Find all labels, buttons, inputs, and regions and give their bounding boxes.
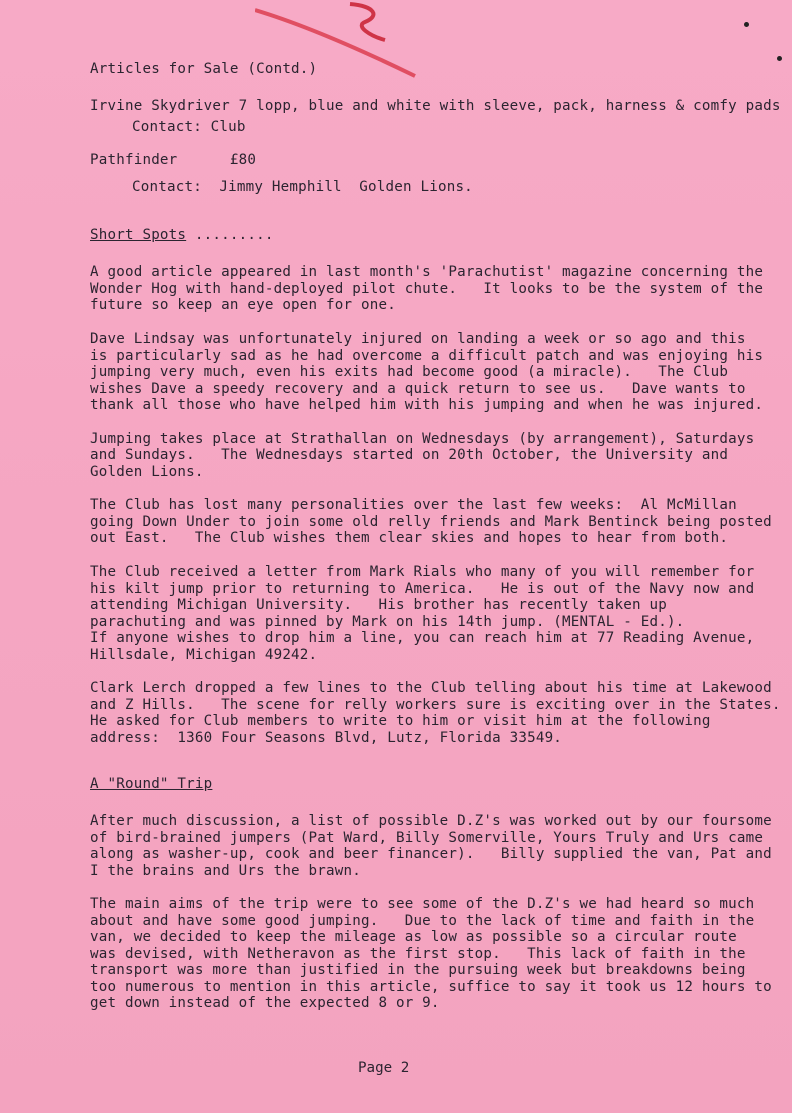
text-line: his kilt jump prior to returning to America. He is out of the Navy now and [90,581,755,597]
text-line: He asked for Club members to write to him or visit him at the following [90,713,711,729]
text-line: is particularly sad as he had overcome a difficult patch and was enjoying his [90,348,764,364]
text-line: transport was more than justified in the pursuing week but breakdowns being [90,962,746,978]
text-line: was devised, with Netheravon as the first stop. This lack of faith in the [90,946,746,962]
text-line: Contact: Jimmy Hemphill Golden Lions. [132,179,473,195]
section-heading-articles: Articles for Sale (Contd.) [90,61,318,77]
text-line: The Club received a letter from Mark Rials who many of you will remember for [90,564,755,580]
text-line: Golden Lions. [90,464,204,480]
text-line: Pathfinder £80 [90,152,257,168]
text-line: Irvine Skydriver 7 lopp, blue and white with sleeve, pack, harness & comfy pads [90,98,781,114]
text-line: Clark Lerch dropped a few lines to the Club telling about his time at Lakewood [90,680,772,696]
heading-underlined: Short Spots [90,227,187,243]
text-line: get down instead of the expected 8 or 9. [90,995,440,1011]
text-line: about and have some good jumping. Due to the lack of time and faith in the [90,913,755,929]
section-heading-round-trip: A "Round" Trip [90,776,213,792]
heading-dots: ......... [186,227,274,243]
text-line: address: 1360 Four Seasons Blvd, Lutz, Florida 33549. [90,730,563,746]
text-line: and Sundays. The Wednesdays started on 20th October, the University and [90,447,729,463]
text-line: jumping very much, even his exits had become good (a miracle). The Club [90,364,729,380]
text-line: attending Michigan University. His brother has recently taken up [90,597,667,613]
text-line: wishes Dave a speedy recovery and a quick return to see us. Dave wants to [90,381,746,397]
text-line: of bird-brained jumpers (Pat Ward, Billy Somerville, Yours Truly and Urs came [90,830,764,846]
text-line: The main aims of the trip were to see some of the D.Z's we had heard so much [90,896,755,912]
text-line: out East. The Club wishes them clear skies and hopes to hear from both. [90,530,729,546]
text-line: parachuting and was pinned by Mark on his 14th jump. (MENTAL - Ed.). [90,614,685,630]
ink-dot [744,22,749,27]
ink-dot [777,56,782,61]
text-line: Hillsdale, Michigan 49242. [90,647,318,663]
text-line: too numerous to mention in this article, suffice to say it took us 12 hours to [90,979,772,995]
section-heading-short-spots [90,227,274,243]
text-line: After much discussion, a list of possible D.Z's was worked out by our foursome [90,813,772,829]
text-line: Dave Lindsay was unfortunately injured on landing a week or so ago and this [90,331,746,347]
text-line: and Z Hills. The scene for relly workers sure is exciting over in the States. [90,697,781,713]
text-line: I the brains and Urs the brawn. [90,863,361,879]
text-line: going Down Under to join some old relly friends and Mark Bentinck being posted [90,514,772,530]
text-line: A good article appeared in last month's 'Parachutist' magazine concerning the [90,264,764,280]
text-line: along as washer-up, cook and beer financer). Billy supplied the van, Pat and [90,846,772,862]
text-line: Wonder Hog with hand-deployed pilot chute. It looks to be the system of the [90,281,764,297]
text-line: If anyone wishes to drop him a line, you can reach him at 77 Reading Avenue, [90,630,755,646]
text-line: future so keep an eye open for one. [90,297,396,313]
page-number: Page 2 [358,1060,410,1076]
text-line: Jumping takes place at Strathallan on Wednesdays (by arrangement), Saturdays [90,431,755,447]
text-line: thank all those who have helped him with his jumping and when he was injured. [90,397,764,413]
text-line: The Club has lost many personalities over the last few weeks: Al McMillan [90,497,737,513]
text-line: Contact: Club [132,119,246,135]
text-line: van, we decided to keep the mileage as low as possible so a circular route [90,929,737,945]
